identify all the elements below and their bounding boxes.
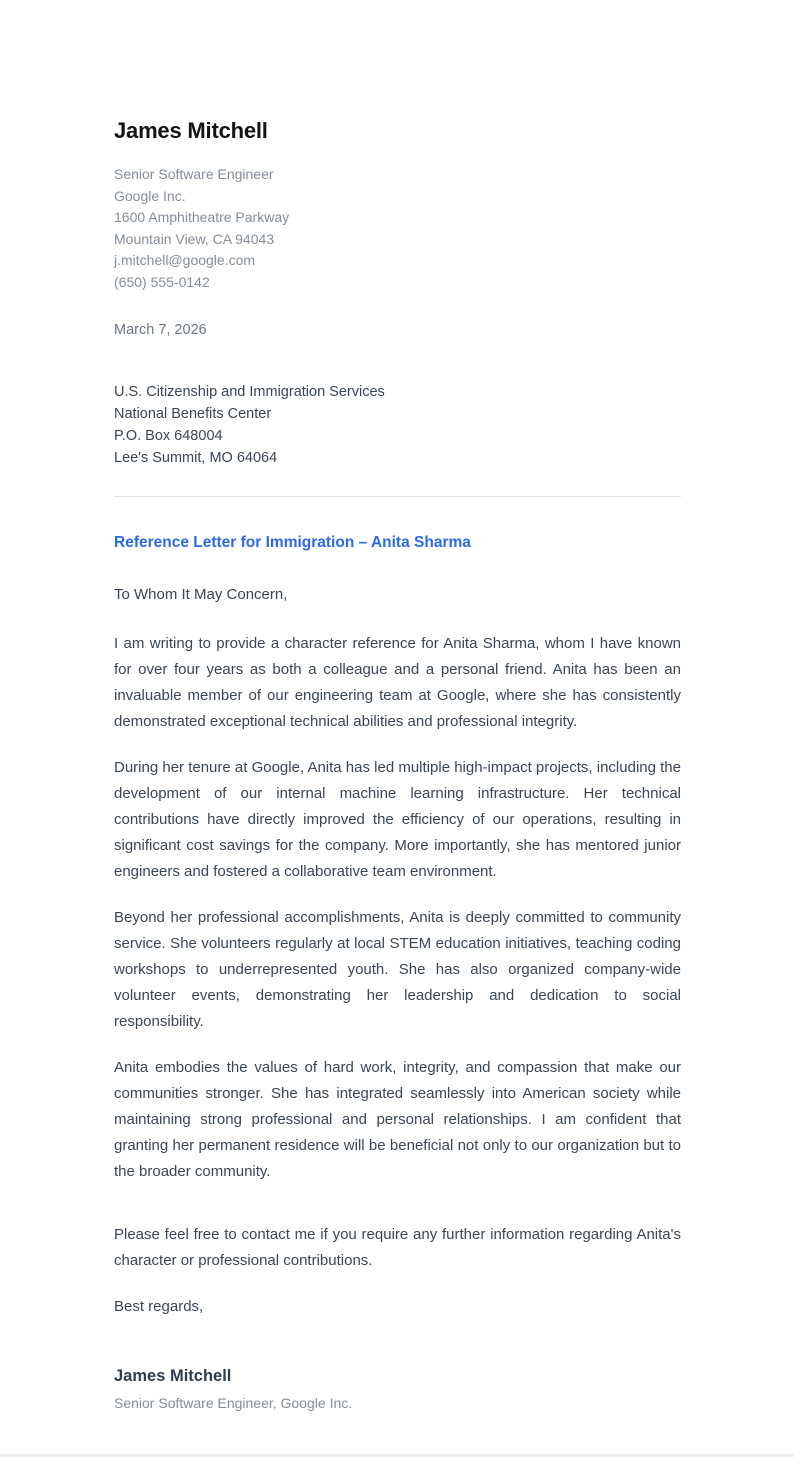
sender-city-state-zip: Mountain View, CA 94043 — [114, 230, 275, 247]
letter-paragraph: I am writing to provide a character reference for Anita Sharma, whom I have known for over four years as both a colleague and a personal friend. Anita has been an invaluable member of our engineering team at Google, where she has consistently demonstrated exceptional technical abilities and professional integrity. — [114, 635, 681, 730]
sender-street-address: 1600 Amphitheatre Parkway — [114, 209, 290, 225]
sender-contact-block — [114, 164, 681, 293]
salutation: To Whom It May Concern, — [114, 586, 288, 603]
letter-date: March 7, 2026 — [114, 322, 207, 338]
letter-paragraph: During her tenure at Google, Anita has led multiple high-impact projects, including the development of our internal machine learning infrastructure. Her technical contributions have directly improved the efficiency of our operations, resulting in significant cost savings for the company. More importantly, she has mentored junior engineers and fostered a collaborative team environment. — [114, 759, 681, 880]
recipient-organization: U.S. Citizenship and Immigration Services — [114, 384, 385, 400]
recipient-city-state-zip: Lee's Summit, MO 64064 — [114, 450, 278, 466]
sender-name: James Mitchell — [114, 118, 268, 143]
recipient-po-box: P.O. Box 648004 — [114, 428, 223, 444]
signature-title: Senior Software Engineer, Google Inc. — [114, 1395, 353, 1411]
sender-email: j.mitchell@google.com — [114, 252, 256, 268]
section-divider — [114, 496, 681, 497]
letter-subject: Reference Letter for Immigration – Anita Sharma — [114, 534, 471, 551]
sender-phone: (650) 555-0142 — [114, 273, 210, 290]
letter-content — [114, 0, 681, 1413]
recipient-address-block — [114, 381, 681, 469]
letter-paragraph: Please feel free to contact me if you require any further information regarding Anita's character or professional contributions. — [114, 1226, 681, 1269]
letter-paragraph: Beyond her professional accomplishments, Anita is deeply committed to community service. She volunteers regularly at local STEM education initiatives, teaching coding workshops to underrepresented youth. She has also organized company-wide volunteer events, demonstrating her leadership and dedication to social responsibility. — [114, 909, 681, 1030]
signature-name: James Mitchell — [114, 1367, 232, 1385]
sender-job-title: Senior Software Engineer — [114, 166, 274, 182]
closing-phrase: Best regards, — [114, 1298, 204, 1315]
sender-company: Google Inc. — [114, 187, 186, 204]
letter-paragraph: Anita embodies the values of hard work, integrity, and compassion that make our communities stronger. She has integrated seamlessly into American society while maintaining strong professional and personal relationships. I am confident that granting her permanent residence will be beneficial not only to our organization but to the broader community. — [114, 1059, 681, 1180]
recipient-department: National Benefits Center — [114, 406, 272, 422]
